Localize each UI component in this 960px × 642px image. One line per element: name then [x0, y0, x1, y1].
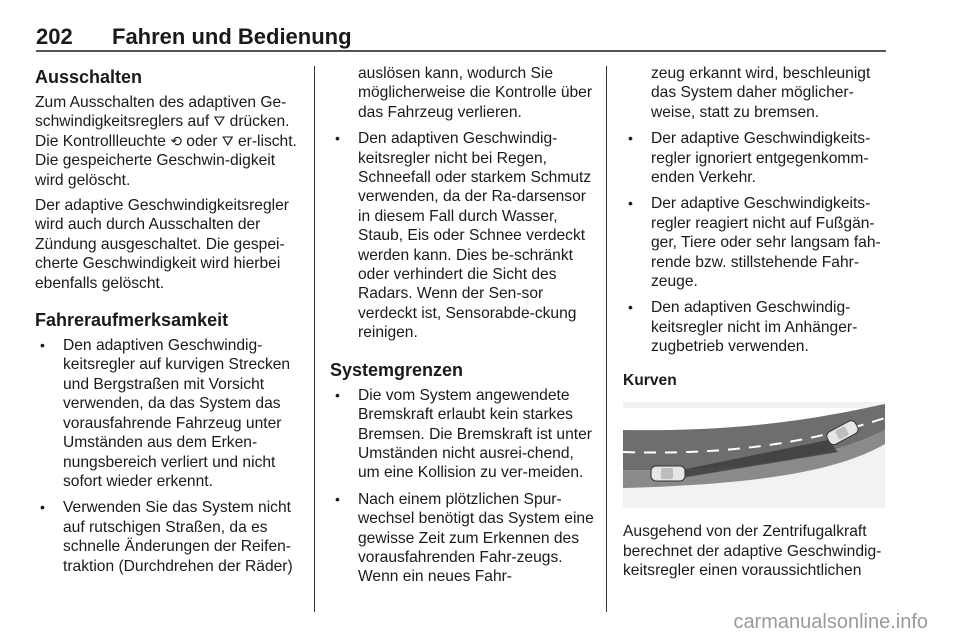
- paragraph-ausschalten-1: [35, 93, 303, 190]
- list-fahreraufmerksamkeit-continued: [330, 64, 596, 343]
- column-divider-2: [606, 66, 607, 612]
- column-2: [330, 64, 596, 594]
- list-item: • Der adaptive Geschwindigkeits-regler reagiert nicht auf Fußgän-ger, Tiere oder sehr langsam fah-rende bzw. stillstehende Fahr-zeuge.: [623, 194, 887, 291]
- text-segment: drücken. Die Kontrollleuchte: [35, 113, 290, 150]
- list-item-continued: zeug erkannt wird, beschleunigt das System daher möglicher-weise, statt zu bremsen.: [651, 65, 871, 121]
- list-fahreraufmerksamkeit: [35, 336, 303, 576]
- heading-ausschalten: Ausschalten: [35, 67, 143, 87]
- header-rule: [36, 50, 886, 52]
- column-3: [623, 64, 887, 586]
- watermark: carmanualsonline.info: [733, 611, 928, 633]
- own-vehicle: [651, 466, 685, 481]
- paragraph-ausschalten-2: Der adaptive Geschwindigkeitsregler wird auch durch Ausschalten der Zündung ausgeschaltet. Die gespei-cherte Geschwindigkeit wird hierbei ebenfalls gelöscht.: [35, 197, 289, 292]
- curve-road-illustration: [623, 402, 885, 508]
- list-systemgrenzen-continued: [623, 64, 887, 357]
- cruise-control-icon: ⛛: [213, 113, 226, 130]
- column-divider-1: [314, 66, 315, 612]
- list-item: • Der adaptive Geschwindigkeits-regler ignoriert entgegenkomm-enden Verkehr.: [623, 129, 887, 187]
- list-item-continued: auslösen kann, wodurch Sie möglicherweise die Kontrolle über das Fahrzeug verlieren.: [358, 65, 593, 121]
- page-header: [36, 24, 886, 50]
- list-item: • Den adaptiven Geschwindig-keitsregler nicht bei Regen, Schneefall oder starkem Schmutz verwenden, da der Ra-darsensor in diesem Fall durch Wasser, Staub, Eis oder Schnee verdeckt werden kann. Dies be-schränkt oder verhindert die Sicht des Radars. Wenn der Sen-sor verdeckt ist, Sensorabde-ckung reinigen.: [330, 129, 596, 342]
- paragraph-kurven: Ausgehend von der Zentrifugalkraft berechnet der adaptive Geschwindig-keitsregler einen voraussichtlichen: [623, 523, 882, 579]
- heading-kurven: Kurven: [623, 371, 677, 389]
- text-segment: oder: [181, 132, 222, 150]
- heading-fahreraufmerksamkeit: Fahreraufmerksamkeit: [35, 310, 229, 331]
- list-item: • Den adaptiven Geschwindig-keitsregler nicht im Anhänger-zugbetrieb verwenden.: [623, 298, 887, 356]
- adaptive-cruise-icon: ⟲: [170, 132, 182, 149]
- list-systemgrenzen: [330, 386, 596, 587]
- heading-systemgrenzen: Systemgrenzen: [330, 359, 464, 380]
- chapter-title: Fahren und Bedienung: [112, 24, 352, 49]
- page-number: 202: [36, 24, 73, 49]
- list-item: • Die vom System angewendete Bremskraft erlaubt kein starkes Bremsen. Die Bremskraft ist unter Umständen nicht ausrei-chend, um eine Kollision zu ver-meiden.: [330, 386, 596, 483]
- column-1: [35, 64, 303, 583]
- text-segment: er-lischt. Die gespeicherte Geschwin-digkeit wird gelöscht.: [35, 132, 297, 189]
- list-item: • Nach einem plötzlichen Spur-wechsel benötigt das System eine gewisse Zeit zum Erkennen des vorausfahrenden Fahr-zeugs. Wenn ein neues Fahr-: [330, 490, 596, 587]
- list-item: • Verwenden Sie das System nicht auf rutschigen Straßen, da es schnelle Änderungen der Reifen-traktion (Durchdrehen der Räder): [35, 498, 303, 576]
- list-item: • Den adaptiven Geschwindig-keitsregler auf kurvigen Strecken und Bergstraßen mit Vorsicht verwenden, da das System das vorausfahrende Fahrzeug unter Umständen aus dem Erken-nungsbereich verliert und nicht sofort wieder erkennt.: [35, 336, 303, 491]
- text-segment: Zum Ausschalten des adaptiven Ge-schwindigkeitsreglers auf: [35, 94, 287, 131]
- cruise-control-icon: ⛛: [221, 132, 234, 149]
